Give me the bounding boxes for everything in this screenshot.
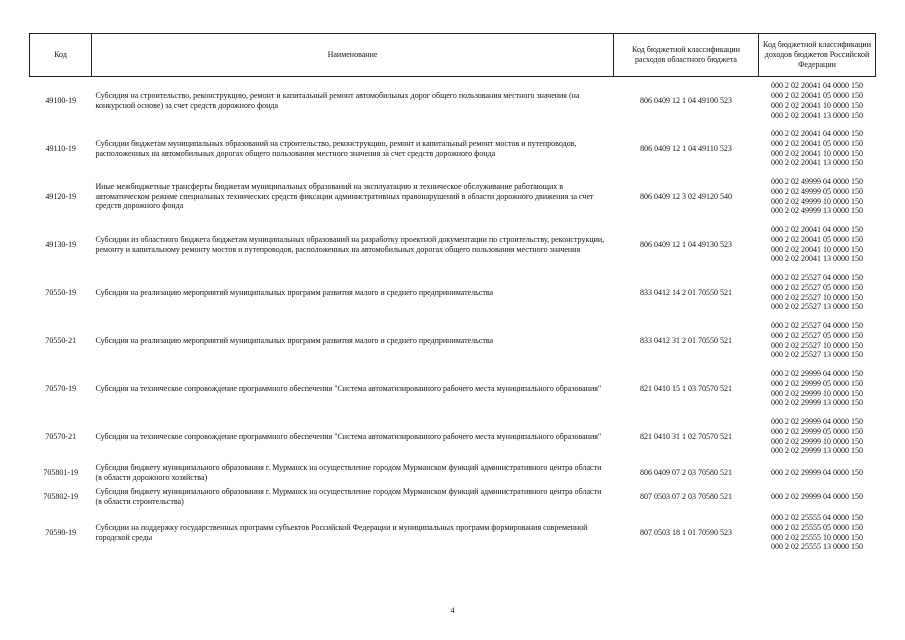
row-name: Субсидии на поддержку государственных программ субъектов Российской Федерации и муниципальных программ формирования современной городской среды (95, 522, 588, 542)
row-code: 70570-19 (45, 383, 77, 393)
row-expense-code: 807 0503 18 1 01 70590 523 (640, 527, 732, 537)
row-expense-code: 806 0409 12 3 02 49120 540 (640, 191, 732, 201)
table-row (30, 365, 876, 413)
revenue-code: 000 2 02 49999 05 0000 150 (771, 186, 863, 196)
table-row (30, 461, 876, 485)
row-name: Субсидия бюджету муниципального образования г. Мурманск на осуществление городом Мурманском функций административного центра области (в области дорожного хозяйства) (95, 462, 602, 482)
row-expense-code: 821 0410 15 1 03 70570 521 (640, 383, 732, 393)
row-name: Субсидия на техническое сопровождение программного обеспечения "Система автоматизированного рабочего места муниципального образования" (95, 383, 602, 393)
row-code: 49120-19 (45, 191, 77, 201)
table-row (30, 173, 876, 221)
row-name: Субсидия на строительство, реконструкцию, ремонт и капитальный ремонт автомобильных дорог общего пользования местного значения (на конкурсной основе) за счет средств дорожного фонда (95, 90, 580, 110)
revenue-code: 000 2 02 29999 04 0000 150 (771, 368, 863, 378)
revenue-code: 000 2 02 29999 10 0000 150 (771, 388, 863, 398)
row-revenue-codes (759, 173, 876, 221)
table-row (30, 509, 876, 557)
row-name: Иные межбюджетные трансферты бюджетам муниципальных образований на эксплуатацию и техническое обслуживание работающих в автоматическом режиме специальных технических средств фиксации административных правонарушений в области дорожного движения за счет средств дорожного фонда (95, 181, 594, 211)
row-name: Субсидия на техническое сопровождение программного обеспечения "Система автоматизированного рабочего места муниципального образования" (95, 431, 602, 441)
row-expense-code: 833 0412 31 2 01 70550 521 (640, 335, 732, 345)
table-header-row (30, 34, 876, 77)
page-number: 4 (450, 606, 455, 615)
row-expense-code: 821 0410 31 1 02 70570 521 (640, 431, 732, 441)
row-name: Субсидии бюджетам муниципальных образований на строительство, реконструкцию, ремонт и капитальный ремонт мостов и путепроводов, расположенных на автомобильных дорогах общего пользования местного значения за счет средств дорожного фонда (95, 138, 577, 158)
row-code: 705802-19 (43, 491, 79, 501)
row-expense-code: 806 0409 12 1 04 49100 523 (640, 95, 732, 105)
table-row (30, 269, 876, 317)
table-row (30, 125, 876, 173)
revenue-code: 000 2 02 20041 04 0000 150 (771, 224, 863, 234)
row-code: 49100-19 (45, 95, 77, 105)
row-code: 49110-19 (45, 143, 76, 153)
revenue-code: 000 2 02 25527 04 0000 150 (771, 320, 863, 330)
revenue-code: 000 2 02 25555 13 0000 150 (771, 542, 863, 552)
row-revenue-codes (759, 413, 876, 461)
row-revenue-codes (759, 77, 876, 125)
revenue-code: 000 2 02 29999 13 0000 150 (771, 398, 863, 408)
row-revenue-codes (759, 365, 876, 413)
revenue-code: 000 2 02 29999 04 0000 150 (771, 416, 863, 426)
revenue-code: 000 2 02 29999 05 0000 150 (771, 378, 863, 388)
table-row (30, 485, 876, 509)
revenue-code: 000 2 02 25527 13 0000 150 (771, 350, 863, 360)
revenue-code: 000 2 02 20041 13 0000 150 (771, 254, 863, 264)
revenue-code: 000 2 02 29999 04 0000 150 (771, 467, 863, 477)
revenue-code: 000 2 02 25527 10 0000 150 (771, 340, 863, 350)
revenue-code: 000 2 02 20041 13 0000 150 (771, 158, 863, 168)
revenue-code: 000 2 02 20041 04 0000 150 (771, 81, 863, 91)
revenue-code: 000 2 02 49999 13 0000 150 (771, 206, 863, 216)
revenue-code: 000 2 02 49999 04 0000 150 (771, 176, 863, 186)
revenue-code: 000 2 02 29999 04 0000 150 (771, 491, 863, 501)
row-revenue-codes (759, 509, 876, 557)
revenue-code: 000 2 02 29999 10 0000 150 (771, 436, 863, 446)
row-revenue-codes (759, 485, 876, 509)
row-code: 70550-19 (45, 287, 77, 297)
row-code: 70570-21 (45, 431, 77, 441)
row-code: 70590-19 (45, 527, 77, 537)
row-name: Субсидия бюджету муниципального образования г. Мурманск на осуществление городом Мурманском функций административного центра области (в области строительства) (95, 486, 602, 506)
row-revenue-codes (759, 269, 876, 317)
revenue-code: 000 2 02 25527 13 0000 150 (771, 302, 863, 312)
row-revenue-codes (759, 221, 876, 269)
row-code: 705801-19 (43, 467, 79, 477)
revenue-code: 000 2 02 20041 05 0000 150 (771, 90, 863, 100)
revenue-code: 000 2 02 25555 10 0000 150 (771, 532, 863, 542)
row-expense-code: 833 0412 14 2 01 70550 521 (640, 287, 732, 297)
row-expense-code: 806 0409 12 1 04 49130 523 (640, 239, 732, 249)
revenue-code: 000 2 02 20041 05 0000 150 (771, 138, 863, 148)
header-name: Наименование (92, 34, 614, 77)
revenue-code: 000 2 02 25527 05 0000 150 (771, 330, 863, 340)
row-code: 70550-21 (45, 335, 77, 345)
revenue-code: 000 2 02 29999 13 0000 150 (771, 446, 863, 456)
revenue-code: 000 2 02 25527 04 0000 150 (771, 272, 863, 282)
revenue-code: 000 2 02 20041 05 0000 150 (771, 234, 863, 244)
row-name: Субсидия на реализацию мероприятий муниципальных программ развития малого и среднего предпринимательства (95, 287, 494, 297)
header-expense-code: Код бюджетной классификации расходов областного бюджета (614, 34, 759, 77)
revenue-code: 000 2 02 20041 10 0000 150 (771, 100, 863, 110)
revenue-code: 000 2 02 25555 04 0000 150 (771, 512, 863, 522)
table-row (30, 221, 876, 269)
revenue-code: 000 2 02 25555 05 0000 150 (771, 522, 863, 532)
table-row (30, 77, 876, 125)
row-code: 49130-19 (45, 239, 77, 249)
revenue-code: 000 2 02 49999 10 0000 150 (771, 196, 863, 206)
revenue-code: 000 2 02 25527 10 0000 150 (771, 292, 863, 302)
row-expense-code: 807 0503 07 2 03 70580 521 (640, 491, 732, 501)
row-name: Субсидии из областного бюджета бюджетам муниципальных образований на разработку проектной документации по строительству, реконструкции, ремонту и капитальному ремонту мостов и путепроводов, расположенных на автомобильных дорогах общего пользования местного значения (95, 234, 605, 254)
row-revenue-codes (759, 461, 876, 485)
table-body (30, 77, 876, 557)
table-row (30, 413, 876, 461)
budget-classification-table (29, 33, 876, 557)
revenue-code: 000 2 02 20041 10 0000 150 (771, 148, 863, 158)
revenue-code: 000 2 02 20041 13 0000 150 (771, 110, 863, 120)
row-revenue-codes (759, 125, 876, 173)
header-revenue-code: Код бюджетной классификации доходов бюджетов Российской Федерации (759, 34, 876, 77)
table-row (30, 317, 876, 365)
row-expense-code: 806 0409 12 1 04 49110 523 (640, 143, 732, 153)
header-code: Код (30, 34, 92, 77)
row-name: Субсидия на реализацию мероприятий муниципальных программ развития малого и среднего предпринимательства (95, 335, 494, 345)
revenue-code: 000 2 02 29999 05 0000 150 (771, 426, 863, 436)
row-expense-code: 806 0409 07 2 03 70580 521 (640, 467, 732, 477)
row-revenue-codes (759, 317, 876, 365)
revenue-code: 000 2 02 20041 10 0000 150 (771, 244, 863, 254)
revenue-code: 000 2 02 25527 05 0000 150 (771, 282, 863, 292)
revenue-code: 000 2 02 20041 04 0000 150 (771, 128, 863, 138)
